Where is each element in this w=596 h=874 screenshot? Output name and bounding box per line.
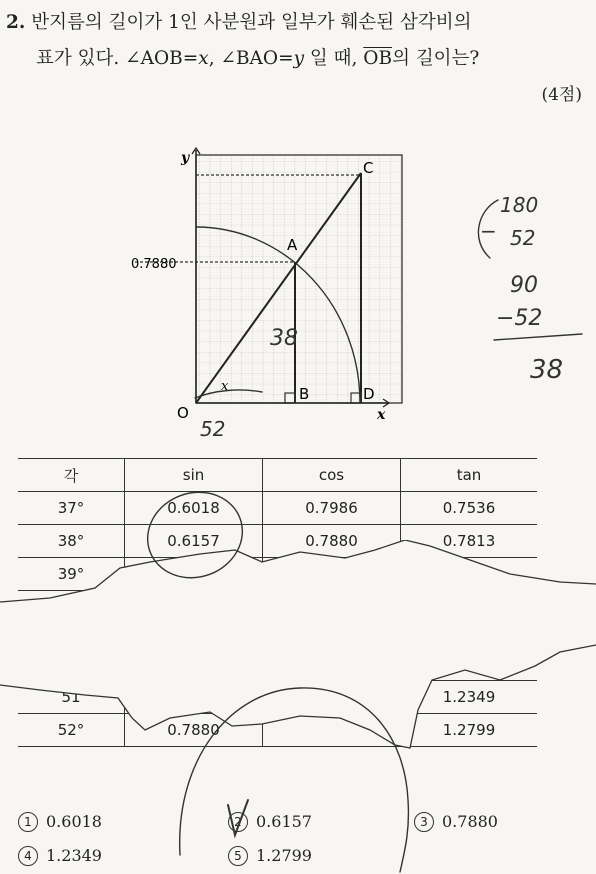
table-row: 39° <box>18 558 537 591</box>
table-header-row <box>18 459 537 492</box>
torn-area <box>0 540 596 750</box>
choice-4[interactable]: 4 1.2349 <box>18 846 102 866</box>
x-axis-label: x <box>377 407 386 423</box>
calc-180: 180 <box>500 193 539 217</box>
choice-5[interactable]: 5 1.2799 <box>228 846 312 866</box>
point-c-label: C <box>363 159 374 177</box>
calc-result: 38 <box>530 355 564 385</box>
y-axis-label: y <box>181 150 190 166</box>
segment-ob: $\overline{OB}$ <box>363 48 393 69</box>
choice-3[interactable]: 3 0.7880 <box>414 812 498 832</box>
choice-1[interactable]: 1 0.6018 <box>18 812 102 832</box>
question-text-1: 반지름의 길이가 1인 사분원과 일부가 훼손된 삼각비의 <box>31 12 472 33</box>
table-row: 52° 0.7880 1.2799 <box>18 714 537 747</box>
header-sin: sin <box>125 459 263 492</box>
choice-2[interactable]: 2 0.6157 <box>228 812 312 832</box>
point-d-label: D <box>363 385 375 403</box>
points-label: (4점) <box>541 85 582 105</box>
header-cos: cos <box>263 459 401 492</box>
calc-dash: − <box>480 219 497 243</box>
grid-area <box>196 155 402 403</box>
table-row: 37° 0.6018 0.7986 0.7536 <box>18 492 537 525</box>
calc-bracket <box>478 200 498 258</box>
question-number: 2. <box>6 12 26 33</box>
question-line-2: 표가 있다. ∠AOB=x, ∠BAO=y 일 때, $\overline{OB}$의 길이는? <box>36 48 480 69</box>
point-b-label: B <box>299 385 310 403</box>
calc-minus-52: −52 <box>496 306 543 331</box>
figure-angle-note: 38 <box>270 326 298 351</box>
figure-below-note: 52 <box>200 417 226 441</box>
header-angle: 각 <box>18 459 125 492</box>
table-row: 38° 0.6157 0.7880 0.7813 <box>18 525 537 558</box>
header-tan: tan <box>401 459 538 492</box>
quarter-circle-figure <box>125 140 405 440</box>
point-o-label: O <box>177 404 189 422</box>
calc-90: 90 <box>510 273 538 298</box>
calc-rule <box>494 334 582 340</box>
angle-x-label: x <box>221 379 229 394</box>
calc-52-top: 52 <box>510 226 536 250</box>
question-line-1 <box>6 6 590 40</box>
y-tick-label: 0.7880 <box>131 257 177 272</box>
point-a-label: A <box>287 236 298 254</box>
table-row: 51 1.2349 <box>18 681 537 714</box>
